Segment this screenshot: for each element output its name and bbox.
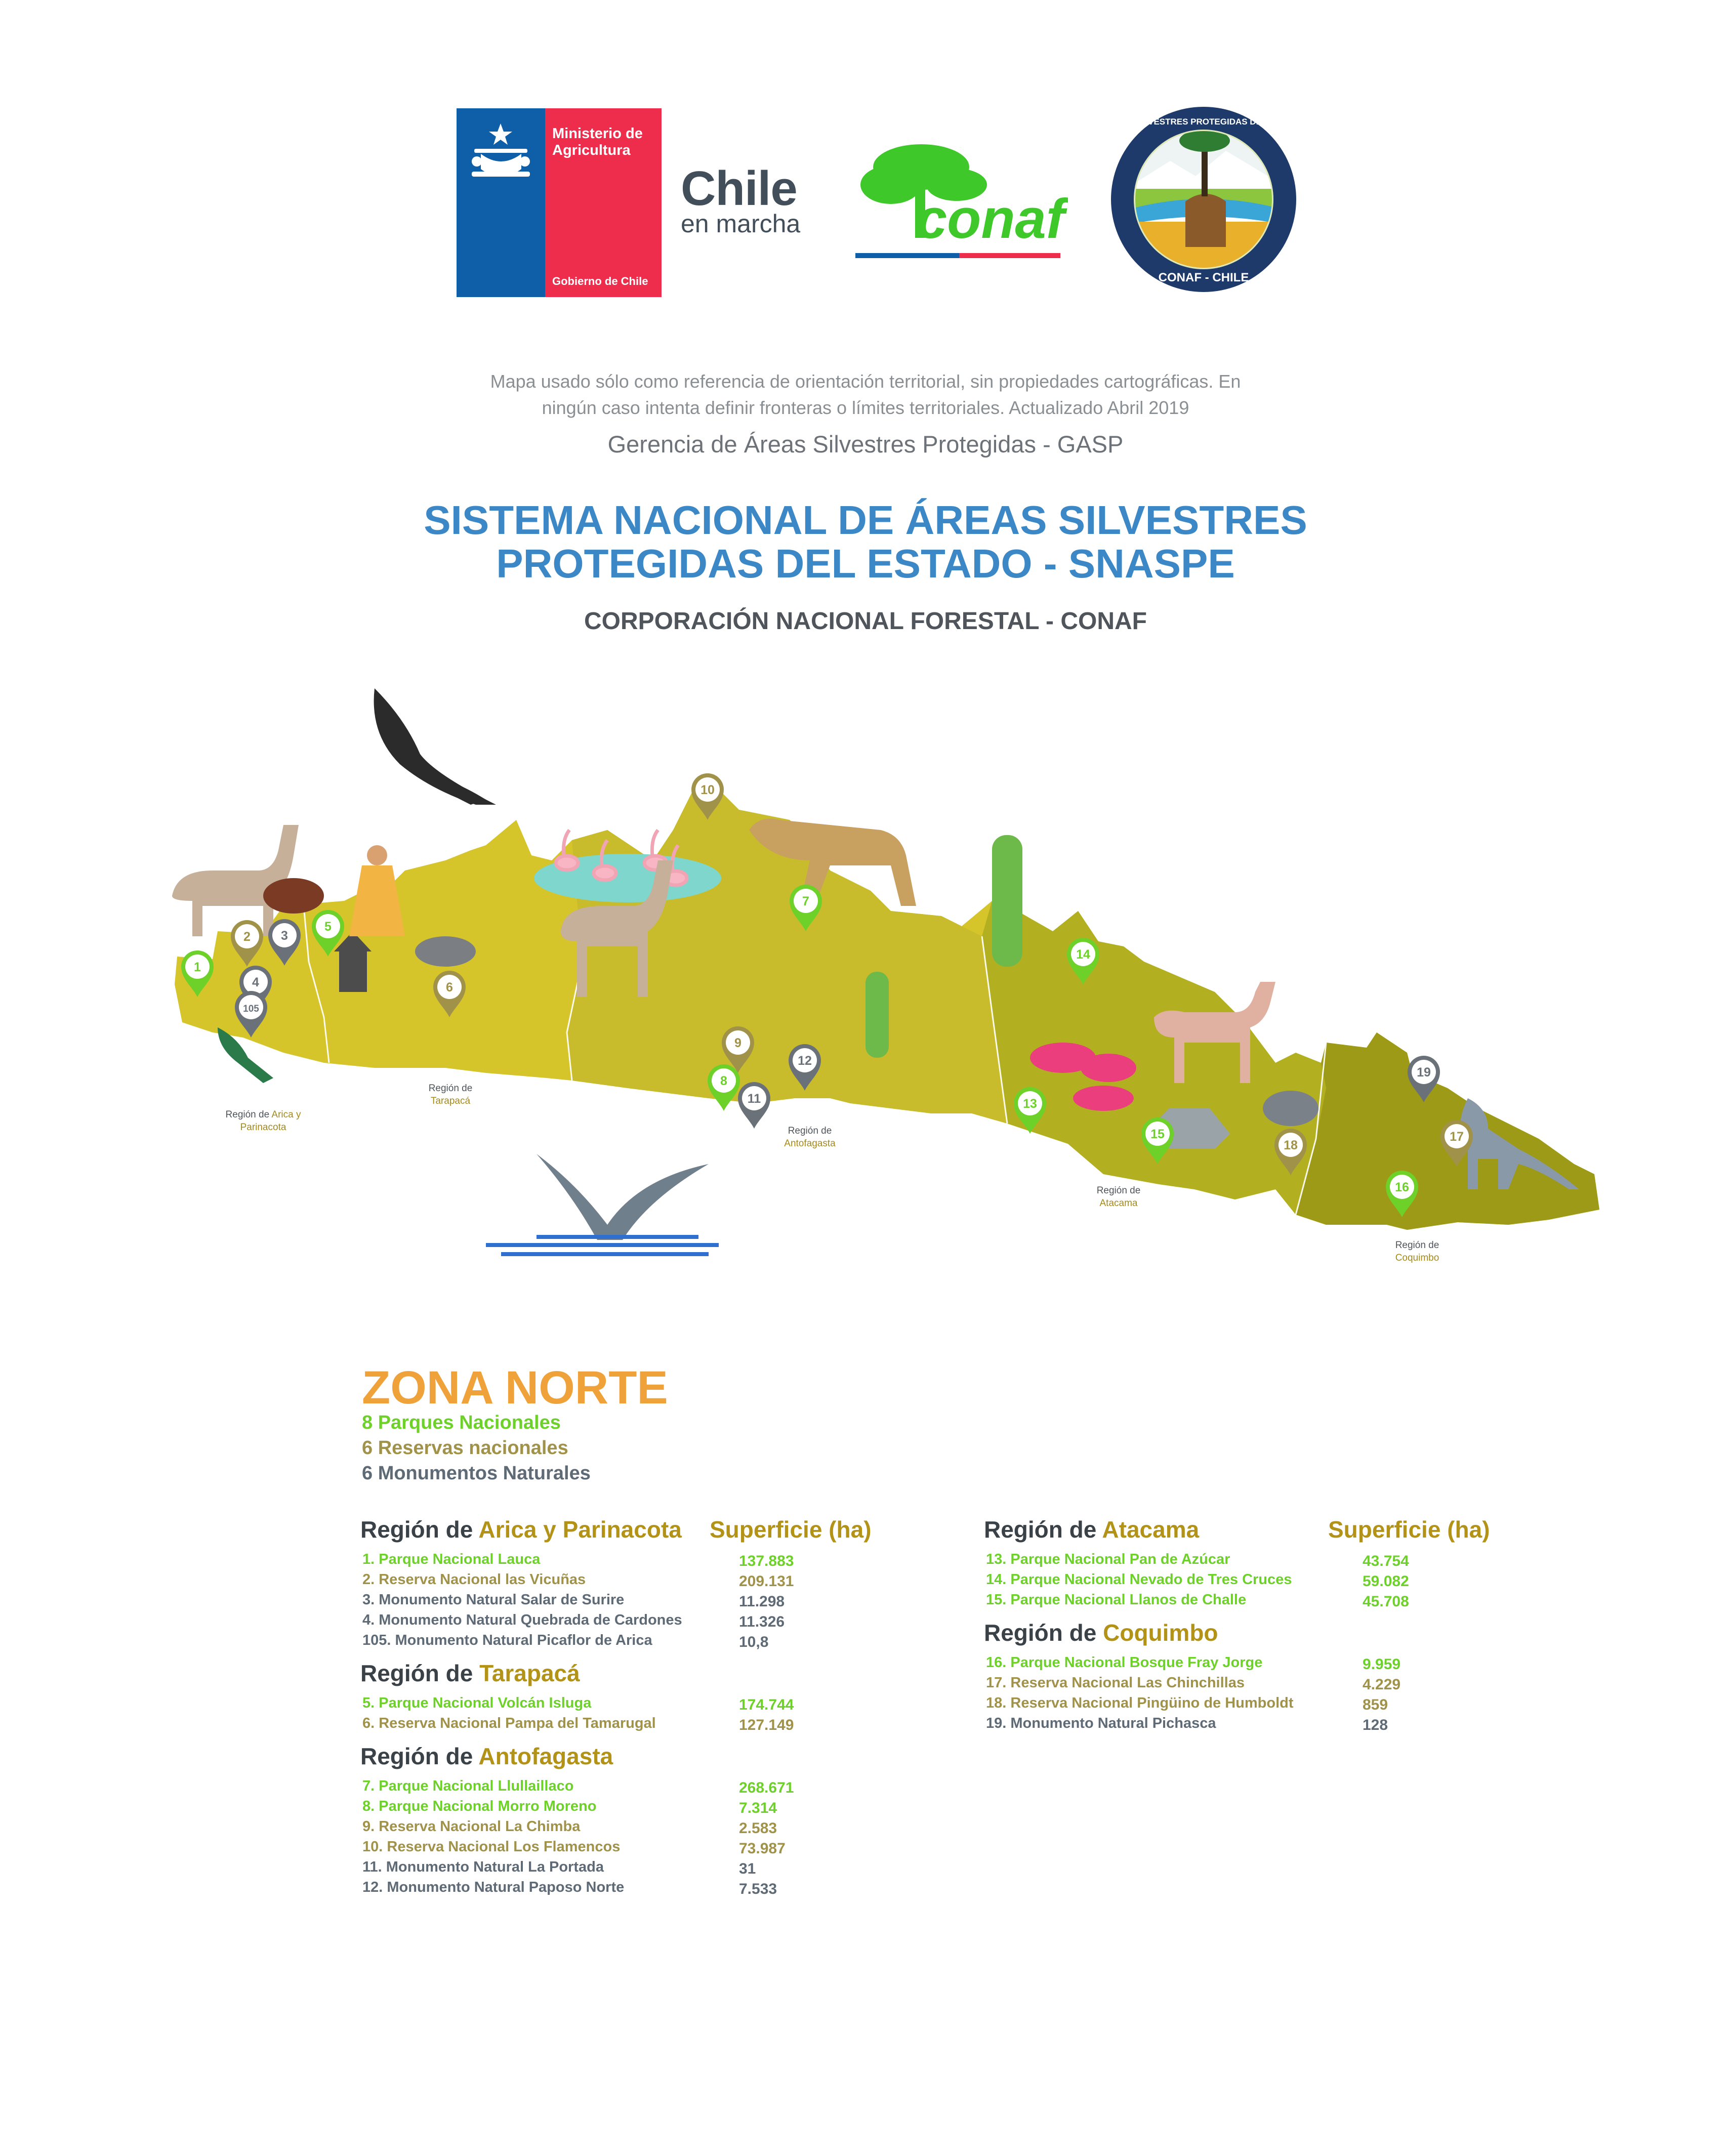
legend-item-label: 1. Parque Nacional Lauca (362, 1551, 541, 1567)
legend-item-row (986, 1590, 1515, 1610)
legend-item-value: 7.314 (739, 1800, 777, 1816)
map-marker-label: 105 (243, 1004, 259, 1014)
gobierno-logo-blue-panel (457, 108, 545, 297)
region-prefix: Región de (225, 1109, 270, 1120)
page-subtitle: CORPORACIÓN NACIONAL FORESTAL - CONAF (584, 608, 1147, 635)
zona-norte-map (0, 668, 1731, 1291)
snaspe-seal (1109, 105, 1298, 294)
region-label-coquimbo (1377, 1239, 1458, 1264)
region-label-atacama (1078, 1184, 1159, 1210)
legend-item-row (362, 1590, 892, 1610)
legend-item-value: 31 (739, 1860, 756, 1877)
armadillo-icon (415, 936, 476, 967)
legend-item-value: 128 (1363, 1717, 1388, 1733)
chile-coat-of-arms-icon (457, 108, 545, 297)
chinchilla-icon (1263, 1091, 1318, 1126)
legend-item-label: 105. Monumento Natural Picaflor de Arica (362, 1632, 652, 1648)
map-marker-label: 11 (747, 1092, 761, 1106)
legend-item-label: 11. Monumento Natural La Portada (362, 1859, 604, 1875)
region-name: Atacama (1099, 1198, 1138, 1209)
chile-logo-word: Chile (681, 161, 797, 216)
ministerio-line1: Ministerio de (552, 126, 643, 142)
map-marker-label: 5 (324, 920, 332, 934)
condor-icon (374, 688, 496, 805)
disclaimer-line2: ningún caso intenta definir fronteras o límites territoriales. Actualizado Abril 2019 (542, 397, 1189, 418)
legend-region-heading (360, 1743, 892, 1770)
legend-region-group (984, 1619, 1515, 1733)
legend-item-label: 13. Parque Nacional Pan de Azúcar (986, 1551, 1230, 1567)
superficie-header-right: Superficie (ha) (1328, 1516, 1490, 1543)
region-prefix: Región de (428, 1083, 473, 1094)
map-marker-label: 18 (1284, 1138, 1298, 1152)
region-name: Tarapacá (430, 1096, 471, 1106)
region-label-antofagasta (764, 1125, 855, 1150)
map-marker-label: 19 (1417, 1065, 1431, 1080)
legend-item-row (362, 1877, 892, 1897)
legend-item-label: 12. Monumento Natural Paposo Norte (362, 1879, 625, 1895)
map-marker-8[interactable] (708, 1064, 740, 1111)
legend-region-heading (984, 1619, 1515, 1646)
region-prefix: Región de (788, 1126, 832, 1136)
legend-item-label: 18. Reserva Nacional Pingüino de Humboldt (986, 1695, 1294, 1711)
region-prefix: Región de (1395, 1240, 1439, 1251)
legend-left-column (360, 1516, 892, 1906)
legend-item-value: 10,8 (739, 1634, 769, 1650)
legend-item-row (986, 1569, 1515, 1590)
legend-item-value: 268.671 (739, 1779, 794, 1796)
title-line1: SISTEMA NACIONAL DE ÁREAS SILVESTRES (424, 497, 1307, 543)
zona-reservas-count: 6 Reservas nacionales (362, 1437, 568, 1459)
map-marker-label: 9 (734, 1036, 741, 1050)
legend-item-label: 15. Parque Nacional Llanos de Challe (986, 1592, 1247, 1608)
map-marker-label: 4 (252, 975, 259, 989)
whale-tail-icon (486, 1154, 719, 1254)
legend-region-group (360, 1660, 892, 1733)
legend-item-row (362, 1816, 892, 1837)
legend-item-label: 10. Reserva Nacional Los Flamencos (362, 1839, 621, 1855)
legend-item-row (362, 1776, 892, 1796)
map-marker-label: 17 (1450, 1130, 1464, 1144)
region-prefix: Región de (1096, 1185, 1141, 1196)
legend-item-row (986, 1713, 1515, 1733)
legend-item-label: 5. Parque Nacional Volcán Isluga (362, 1695, 592, 1711)
legend-item-label: 14. Parque Nacional Nevado de Tres Cruces (986, 1571, 1292, 1588)
zona-monumentos-count: 6 Monumentos Naturales (362, 1463, 591, 1484)
legend-item-label: 4. Monumento Natural Quebrada de Cardones (362, 1612, 682, 1628)
legend-item-label: 3. Monumento Natural Salar de Surire (362, 1592, 625, 1608)
conaf-wordmark: conaf (916, 188, 1065, 250)
legend-item-value: 7.533 (739, 1881, 777, 1897)
map-marker-label: 3 (281, 929, 288, 943)
legend-item-row (986, 1673, 1515, 1693)
legend-item-value: 11.298 (739, 1593, 785, 1610)
ministerio-line2: Agricultura (552, 142, 631, 158)
legend-item-row (362, 1796, 892, 1816)
legend-region-name: Atacama (1102, 1516, 1200, 1543)
legend-item-value: 859 (1363, 1696, 1388, 1713)
region-label-arica (213, 1108, 314, 1134)
region-label-tarapaca (405, 1082, 496, 1107)
legend-region-prefix: Región de (984, 1620, 1103, 1646)
legend-item-label: 17. Reserva Nacional Las Chinchillas (986, 1675, 1245, 1691)
map-disclaimer (0, 368, 1731, 421)
legend-region-prefix: Región de (360, 1516, 479, 1543)
legend-item-row (362, 1713, 892, 1733)
legend-region-name: Coquimbo (1103, 1620, 1218, 1646)
legend-item-label: 7. Parque Nacional Llullaillaco (362, 1778, 574, 1794)
map-marker-label: 6 (446, 980, 453, 994)
region-name-l2: Parinacota (240, 1122, 286, 1133)
legend-item-label: 9. Reserva Nacional La Chimba (362, 1818, 581, 1835)
map-marker-label: 15 (1150, 1127, 1165, 1141)
region-name: Coquimbo (1395, 1253, 1439, 1263)
gobierno-footer: Gobierno de Chile (552, 275, 648, 287)
legend-item-row (362, 1837, 892, 1857)
map-marker-11[interactable] (738, 1082, 770, 1129)
map-marker-label: 10 (700, 783, 715, 797)
legend-item-label: 19. Monumento Natural Pichasca (986, 1715, 1216, 1731)
legend-region-prefix: Región de (360, 1743, 479, 1769)
legend-item-value: 43.754 (1363, 1553, 1409, 1569)
map-marker-label: 16 (1395, 1180, 1409, 1194)
chile-en-marcha-logo (681, 161, 801, 238)
region-name: Arica y (271, 1109, 301, 1120)
page-title (0, 499, 1731, 586)
seal-bottom-text: CONAF - CHILE (1158, 271, 1249, 284)
legend-item-row (986, 1652, 1515, 1673)
zona-title: ZONA NORTE (362, 1362, 668, 1414)
woman-figure-icon (349, 845, 405, 936)
legend-item-value: 209.131 (739, 1573, 794, 1590)
map-marker-label: 12 (798, 1054, 812, 1068)
legend-item-value: 174.744 (739, 1696, 794, 1713)
superficie-header-left: Superficie (ha) (710, 1516, 872, 1543)
gobierno-logo-red-panel (545, 108, 662, 297)
map-marker-label: 8 (720, 1074, 727, 1088)
legend-item-value: 127.149 (739, 1717, 794, 1733)
legend-item-row (362, 1857, 892, 1877)
legend-item-label: 2. Reserva Nacional las Vicuñas (362, 1571, 586, 1588)
legend-region-prefix: Región de (984, 1516, 1102, 1543)
legend-item-value: 45.708 (1363, 1593, 1409, 1610)
tree-illustration-icon (263, 878, 324, 914)
legend-item-value: 4.229 (1363, 1676, 1401, 1693)
conaf-logo (850, 137, 1068, 268)
seal-top-text: ÁREAS SILVESTRES PROTEGIDAS DEL ESTADO (1109, 117, 1298, 127)
region-name: Antofagasta (784, 1138, 836, 1149)
legend-item-label: 6. Reserva Nacional Pampa del Tamarugal (362, 1715, 656, 1731)
disclaimer-line1: Mapa usado sólo como referencia de orientación territorial, sin propiedades cartográficas. En (490, 371, 1241, 392)
legend-right-column (984, 1516, 1515, 1743)
map-marker-label: 13 (1023, 1097, 1037, 1111)
legend-item-row (362, 1630, 892, 1650)
gobierno-logo (457, 108, 662, 297)
legend-region-name: Antofagasta (478, 1743, 613, 1769)
gasp-heading: Gerencia de Áreas Silvestres Protegidas - GASP (607, 431, 1124, 458)
map-marker-label: 14 (1076, 947, 1090, 962)
legend-item-value: 9.959 (1363, 1656, 1401, 1673)
legend-item-row (362, 1610, 892, 1630)
legend-item-row (986, 1549, 1515, 1569)
map-marker-label: 2 (243, 930, 251, 944)
legend-item-label: 8. Parque Nacional Morro Moreno (362, 1798, 597, 1814)
legend-region-heading (360, 1660, 892, 1687)
chile-logo-subword: en marcha (681, 210, 801, 238)
title-line2: PROTEGIDAS DEL ESTADO - SNASPE (496, 541, 1235, 586)
legend-region-name: Tarapacá (479, 1660, 580, 1686)
map-marker-label: 7 (802, 894, 809, 908)
legend-region-group (360, 1743, 892, 1897)
legend-region-prefix: Región de (360, 1660, 480, 1686)
zona-parques-count: 8 Parques Nacionales (362, 1412, 561, 1433)
legend-item-value: 73.987 (739, 1840, 786, 1857)
legend-region-name: Arica y Parinacota (478, 1516, 682, 1543)
legend-item-value: 59.082 (1363, 1573, 1409, 1590)
legend-item-row (362, 1549, 892, 1569)
legend-item-value: 137.883 (739, 1553, 794, 1569)
legend-item-row (362, 1569, 892, 1590)
legend-item-label: 16. Parque Nacional Bosque Fray Jorge (986, 1654, 1263, 1671)
legend-item-value: 11.326 (739, 1613, 785, 1630)
legend-item-row (362, 1693, 892, 1713)
legend-item-value: 2.583 (739, 1820, 777, 1837)
map-marker-label: 1 (194, 960, 201, 974)
legend-item-row (986, 1693, 1515, 1713)
